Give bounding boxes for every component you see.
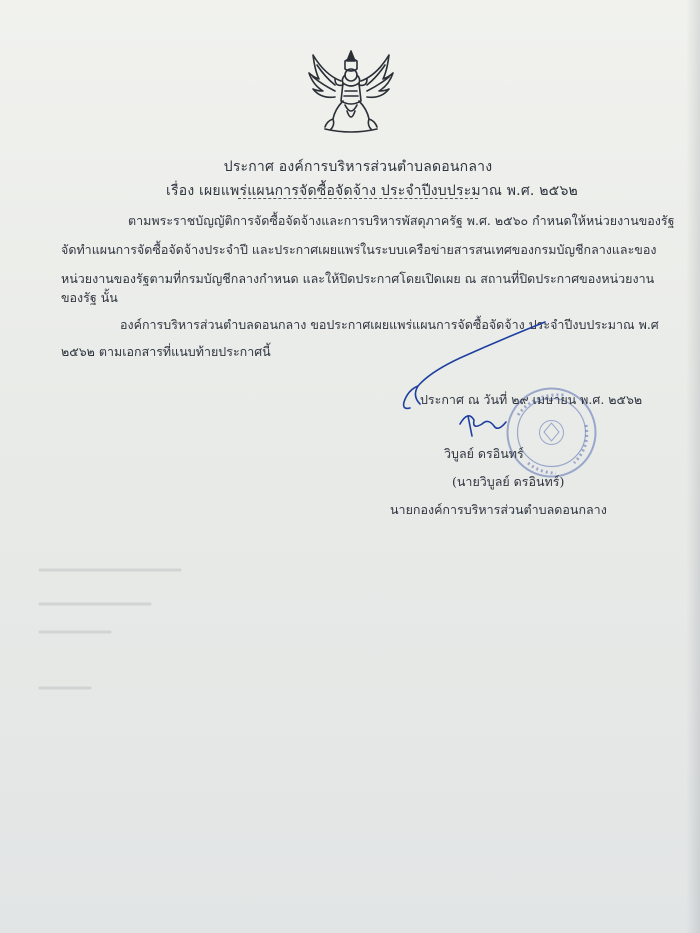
- paragraph1-line2: จัดทำแผนการจัดซื้อจัดจ้างประจำปี และประกาศเผยแพร่ในระบบเครือข่ายสารสนเทศของกรมบัญชีกลางและของ: [61, 242, 657, 257]
- paragraph1-line1: ตามพระราชบัญญัติการจัดซื้อจัดจ้างและการบริหารพัสดุภาครัฐ พ.ศ. ๒๕๖๐ กำหนดให้หน่วยงานของรัฐ: [128, 213, 675, 228]
- title-divider: [238, 198, 478, 199]
- handwritten-signature-icon: [300, 310, 600, 450]
- garuda-emblem-icon: [305, 45, 397, 137]
- paragraph2-line2: ๒๕๖๒ ตามเอกสารที่แนบท้ายประกาศนี้: [61, 344, 271, 359]
- signer-position: นายกองค์การบริหารส่วนตำบลดอนกลาง: [390, 502, 607, 517]
- paragraph1-line3: หน่วยงานของรัฐตามที่กรมบัญชีกลางกำหนด และให้ปิดประกาศโดยเปิดเผย ณ สถานที่ปิดประกาศของหน่วยงาน: [61, 271, 655, 286]
- signer-name: วิบูลย์ ดรอินทร์: [444, 446, 524, 461]
- paragraph1-line4: ของรัฐ นั้น: [61, 290, 118, 305]
- signer-full-name: (นายวิบูลย์ ดรอินทร์): [452, 474, 565, 489]
- announcement-subject: เรื่อง เผยแพร่แผนการจัดซื้อจัดจ้าง ประจำปีงบประมาณ พ.ศ. ๒๕๖๒: [166, 183, 578, 199]
- show-through-marks: [30, 560, 260, 700]
- announcement-title: ประกาศ องค์การบริหารส่วนตำบลดอนกลาง: [223, 159, 493, 175]
- page-edge-shadow: [686, 0, 700, 933]
- paragraph2-line1: องค์การบริหารส่วนตำบลดอนกลาง ขอประกาศเผยแพร่แผนการจัดซื้อจัดจ้าง ประจำปีงบประมาณ พ.ศ: [120, 317, 659, 332]
- announcement-date: ประกาศ ณ วันที่ ๒๙ เมษายน พ.ศ. ๒๕๖๒: [420, 392, 643, 407]
